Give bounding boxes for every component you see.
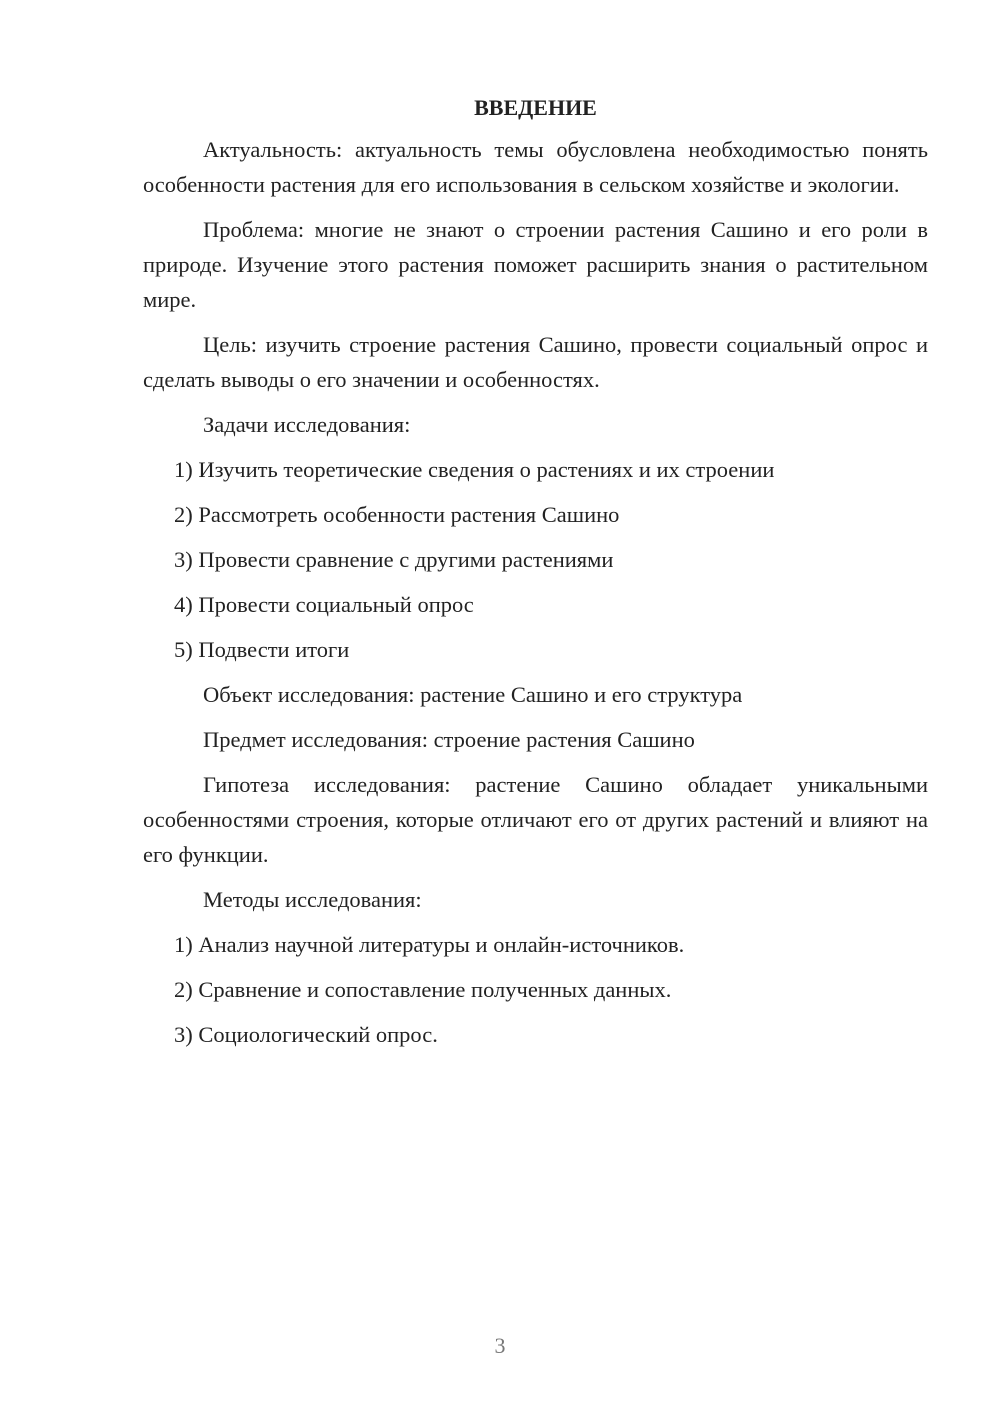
methods-list [143,927,928,1052]
document-page [143,90,928,1062]
methods-heading: Методы исследования: [203,887,422,912]
method-item-2: 2) Сравнение и сопоставление полученных данных. [174,977,672,1002]
section-title: ВВЕДЕНИЕ [474,95,597,120]
tasks-list [143,452,928,667]
hypothesis-paragraph: Гипотеза исследования: растение Сашино обладает уникальными особенностями строения, которые отличают его от других растений и влияют на его функции. [143,772,928,867]
method-item-1: 1) Анализ научной литературы и онлайн-источников. [174,932,685,957]
task-item-5: 5) Подвести итоги [174,637,350,662]
task-item-2: 2) Рассмотреть особенности растения Сашино [174,502,620,527]
relevance-paragraph: Актуальность: актуальность темы обусловлена необходимостью понять особенности растения для его использования в сельском хозяйстве и экологии. [143,137,928,197]
method-item-3: 3) Социологический опрос. [174,1022,438,1047]
subject-paragraph: Предмет исследования: строение растения Сашино [203,727,695,752]
task-item-3: 3) Провести сравнение с другими растениями [174,547,614,572]
task-item-1: 1) Изучить теоретические сведения о растениях и их строении [174,457,775,482]
object-paragraph: Объект исследования: растение Сашино и его структура [203,682,743,707]
problem-paragraph: Проблема: многие не знают о строении растения Сашино и его роли в природе. Изучение этого растения поможет расширить знания о растительном мире. [143,217,928,312]
task-item-4: 4) Провести социальный опрос [174,592,474,617]
tasks-heading: Задачи исследования: [203,412,411,437]
page-number: 3 [494,1333,506,1358]
goal-paragraph: Цель: изучить строение растения Сашино, провести социальный опрос и сделать выводы о его значении и особенностях. [143,332,928,392]
